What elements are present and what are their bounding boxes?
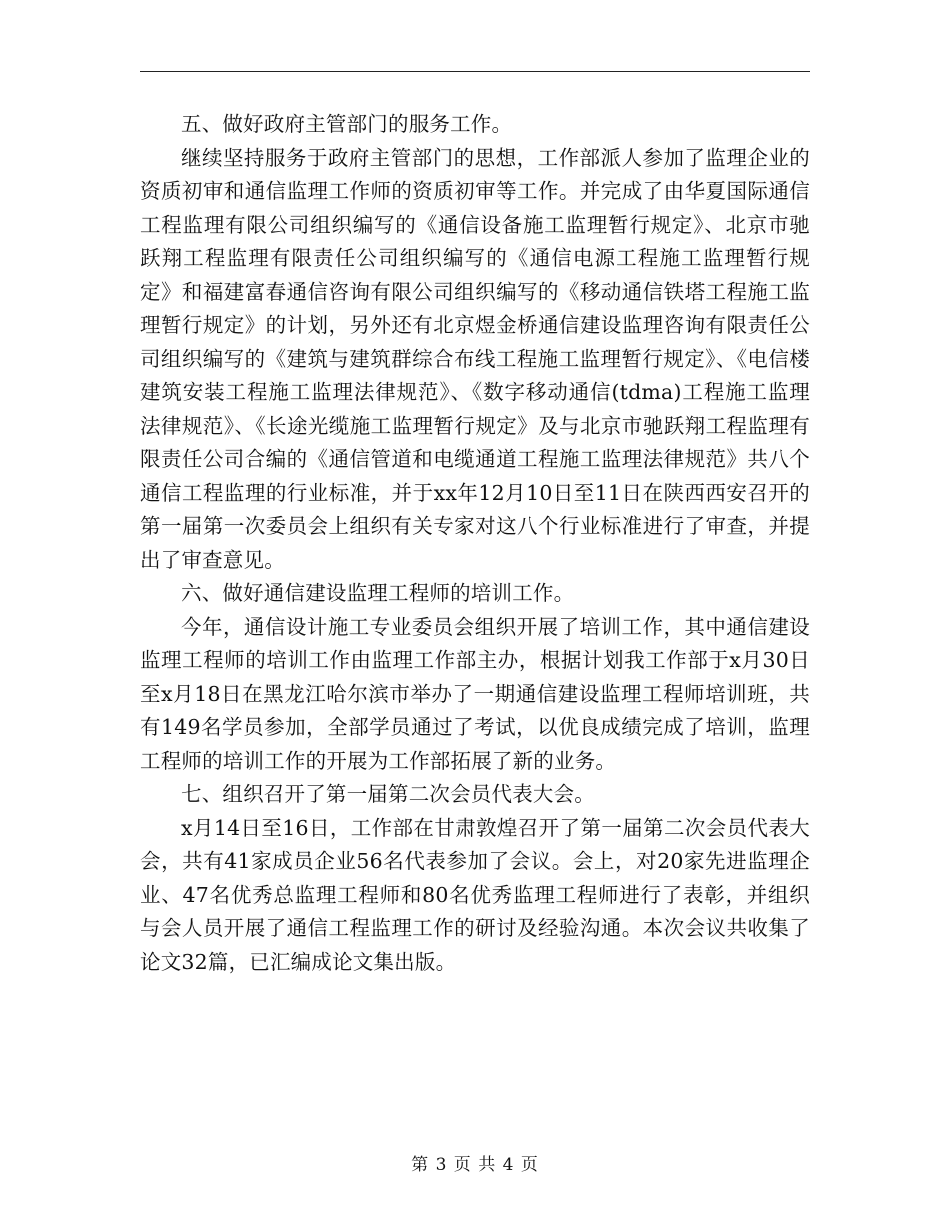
document-body [140, 108, 810, 979]
section-paragraph-5: 继续坚持服务于政府主管部门的思想，工作部派人参加了监理企业的资质初审和通信监理工作师的资质初审等工作。并完成了由华夏国际通信工程监理有限公司组织编写的《通信设备施工监理暂行规定》、北京市驰跃翔工程监理有限责任公司组织编写的《通信电源工程施工监理暂行规定》和福建富春通信咨询有限公司组织编写的《移动通信铁塔工程施工监理暂行规定》的计划，另外还有北京煜金桥通信建设监理咨询有限责任公司组织编写的《建筑与建筑群综合布线工程施工监理暂行规定》、《电信楼建筑安装工程施工监理法律规范》、《数字移动通信(tdma)工程施工监理法律规范》、《长途光缆施工监理暂行规定》及与北京市驰跃翔工程监理有限责任公司合编的《通信管道和电缆通道工程施工监理法律规范》共八个通信工程监理的行业标准，并于xx年12月10日至11日在陕西西安召开的第一届第一次委员会上组织有关专家对这八个行业标准进行了审查，并提出了审查意见。 [140, 145, 810, 572]
section-paragraph-6: 今年，通信设计施工专业委员会组织开展了培训工作，其中通信建设监理工程师的培训工作由监理工作部主办，根据计划我工作部于x月30日至x月18日在黑龙江哈尔滨市举办了一期通信建设监理工程师培训班，共有149名学员参加，全部学员通过了考试，以优良成绩完成了培训，监理工程师的培训工作的开展为工作部拓展了新的业务。 [140, 614, 810, 773]
header-rule [140, 71, 810, 72]
section-heading-6: 六、做好通信建设监理工程师的培训工作。 [181, 581, 575, 605]
section-heading-5: 五、做好政府主管部门的服务工作。 [181, 112, 513, 136]
page-number-footer: 第 3 页 共 4 页 [411, 1155, 539, 1175]
section-heading-7: 七、组织召开了第一届第二次会员代表大会。 [181, 782, 595, 806]
section-paragraph-7: x月14日至16日，工作部在甘肃敦煌召开了第一届第二次会员代表大会，共有41家成员企业56名代表参加了会议。会上，对20家先进监理企业、47名优秀总监理工程师和80名优秀监理工程师进行了表彰，并组织与会人员开展了通信工程监理工作的研讨及经验沟通。本次会议共收集了论文32篇，已汇编成论文集出版。 [140, 815, 810, 974]
